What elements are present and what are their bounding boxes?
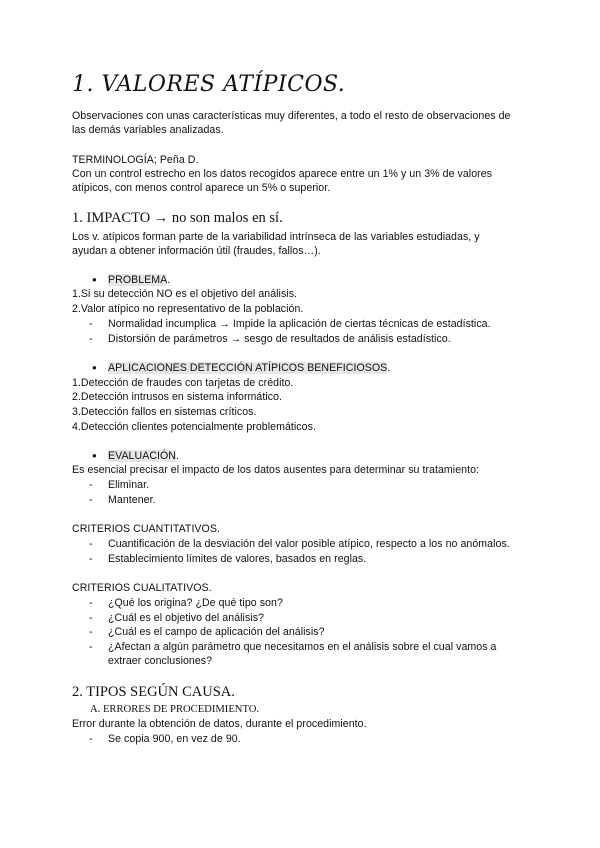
impact-line-1: Los v. atípicos forman parte de la variabilidad intrínseca de las variables estudiadas, y (72, 231, 480, 243)
tipos-heading: 2. TIPOS SEGÚN CAUSA. (72, 684, 235, 700)
cuantitativos-item-1: - Cuantificación de la desviación del valor posible atípico, respecto a los no anómalos. (108, 537, 510, 551)
terminology-label: TERMINOLOGÍA; Peña D. (72, 154, 199, 166)
page-title: 1. VALORES ATÍPICOS. (72, 72, 346, 97)
problema-item-2: 2.Valor atípico no representativo de la población. (72, 303, 304, 315)
aplicaciones-bullet: ● APLICACIONES DETECCIÓN ATÍPICOS BENEFICIOSOS. (108, 361, 390, 375)
cualitativos-item-3: - ¿Cuál es el campo de aplicación del análisis? (108, 625, 325, 639)
evaluacion-item-1: - Eliminar. (108, 478, 149, 492)
cuantitativos-item-2: - Establecimiento límites de valores, basados en reglas. (108, 552, 366, 566)
evaluacion-item-2: - Mantener. (108, 493, 156, 507)
intro-line-2: las demás variables analizadas. (72, 124, 224, 136)
evaluacion-text: Es esencial precisar el impacto de los datos ausentes para determinar su tratamiento: (72, 464, 480, 476)
cualitativos-label: CRITERIOS CUALITATIVOS. (72, 582, 212, 594)
terminology-line-1: Con un control estrecho en los datos recogidos aparece entre un 1% y un 3% de valores (72, 168, 493, 180)
errores-heading: A. ERRORES DE PROCEDIMIENTO. (90, 704, 260, 715)
aplicaciones-item-3: 3.Detección fallos en sistemas críticos. (72, 406, 257, 418)
intro-line-1: Observaciones con unas características muy diferentes, a todo el resto de observaciones de (72, 110, 511, 122)
problema-subitem-1: - Normalidad incumplica → Impide la aplicación de ciertas técnicas de estadística. (108, 317, 491, 331)
impact-line-2: ayudan a obtener información útil (fraudes, fallos…). (72, 245, 321, 257)
cualitativos-item-4-cont: extraer conclusiones? (108, 655, 213, 667)
errores-item-1: - Se copia 900, en vez de 90. (108, 732, 241, 746)
problema-item-1: 1.Si su detección NO es el objetivo del análisis. (72, 288, 298, 300)
cualitativos-item-1: - ¿Qué los origina? ¿De qué tipo son? (108, 596, 283, 610)
aplicaciones-item-2: 2.Detección intrusos en sistema informático. (72, 391, 283, 403)
cualitativos-item-4: - ¿Afectan a algún parámetro que necesitamos en el análisis sobre el cual vamos a (108, 640, 496, 654)
aplicaciones-item-1: 1.Detección de fraudes con tarjetas de crédito. (72, 377, 294, 389)
cuantitativos-label: CRITERIOS CUANTITATIVOS. (72, 523, 220, 535)
terminology-line-2: atípicos, con menos control aparece un 5% o superior. (72, 182, 331, 194)
evaluacion-bullet: ● EVALUACIÓN. (108, 449, 179, 463)
problema-label: PROBLEMA (108, 274, 168, 286)
problema-subitem-2: - Distorsión de parámetros → sesgo de resultados de análisis estadístico. (108, 332, 451, 346)
evaluacion-label: EVALUACIÓN (108, 450, 177, 462)
problema-bullet: ● PROBLEMA. (108, 273, 170, 287)
impact-heading: 1. IMPACTO → no son malos en sí. (72, 210, 283, 226)
aplicaciones-label: APLICACIONES DETECCIÓN ATÍPICOS BENEFICIOSOS (108, 362, 388, 374)
cualitativos-item-2: - ¿Cuál es el objetivo del análisis? (108, 611, 264, 625)
errores-text: Error durante la obtención de datos, durante el procedimiento. (72, 718, 367, 730)
aplicaciones-item-4: 4.Detección clientes potencialmente problemáticos. (72, 421, 316, 433)
